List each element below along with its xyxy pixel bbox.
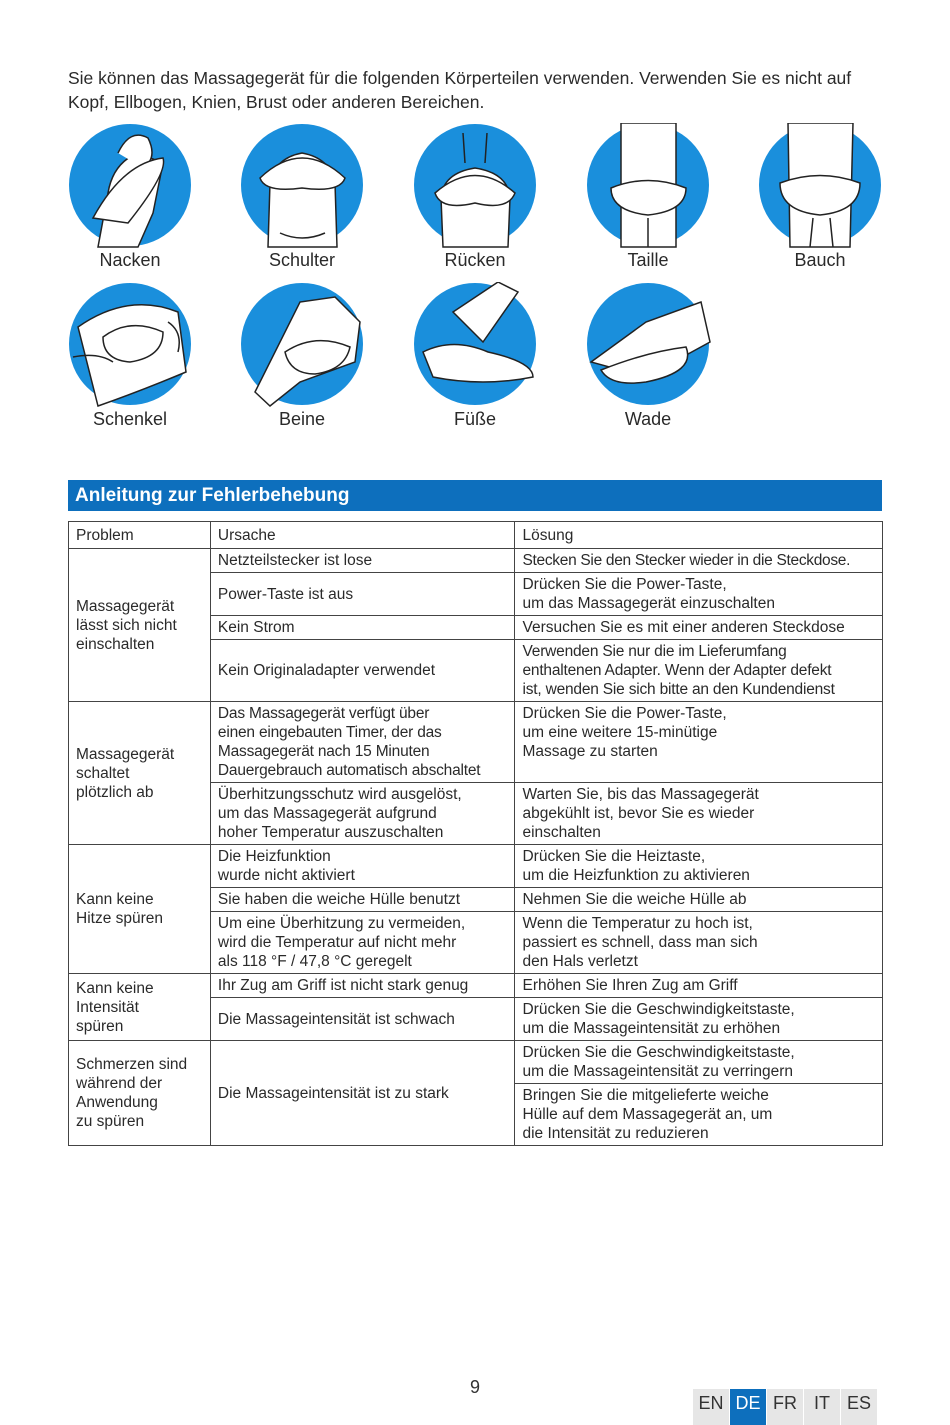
solution-cell: Verwenden Sie nur die im Lieferumfang enthaltenen Adapter. Wenn der Adapter defekt ist, wenden Sie sich bitte an den Kundendienst bbox=[515, 640, 883, 702]
cause-cell: Das Massagegerät verfügt über einen eingebauten Timer, der das Massagegerät nach 15 Minuten Dauergebrauch automatisch abschaltet bbox=[210, 702, 515, 783]
body-part-label: Rücken bbox=[444, 250, 506, 270]
solution-cell: Versuchen Sie es mit einer anderen Steckdose bbox=[515, 616, 883, 640]
cause-cell: Überhitzungsschutz wird ausgelöst, um das Massagegerät aufgrund hoher Temperatur auszuschalten bbox=[210, 783, 515, 845]
body-part-label: Wade bbox=[624, 409, 672, 429]
body-part-label: Füße bbox=[453, 409, 496, 429]
problem-cell: Kann keine Hitze spüren bbox=[69, 845, 211, 974]
solution-cell: Drücken Sie die Heiztaste, um die Heizfunktion zu aktivieren bbox=[515, 845, 883, 888]
body-part-shoulder bbox=[227, 123, 377, 271]
language-tab-de[interactable]: DE bbox=[730, 1389, 766, 1425]
body-part-thigh bbox=[55, 282, 205, 430]
solution-cell: Drücken Sie die Geschwindigkeitstaste, um die Massageintensität zu verringern bbox=[515, 1041, 883, 1084]
problem-cell: Schmerzen sind während der Anwendung zu spüren bbox=[69, 1041, 211, 1146]
body-part-waist bbox=[573, 123, 723, 271]
cause-cell: Ihr Zug am Griff ist nicht stark genug bbox=[210, 974, 515, 998]
solution-cell: Bringen Sie die mitgelieferte weiche Hülle auf dem Massagegerät an, um die Intensität zu reduzieren bbox=[515, 1084, 883, 1146]
table-row bbox=[69, 702, 883, 783]
body-part-label: Taille bbox=[627, 250, 669, 270]
thigh-usage-icon bbox=[68, 282, 193, 407]
solution-cell: Drücken Sie die Geschwindigkeitstaste, um die Massageintensität zu erhöhen bbox=[515, 998, 883, 1041]
neck-usage-icon bbox=[68, 123, 193, 248]
solution-cell: Drücken Sie die Power-Taste, um eine weitere 15-minütige Massage zu starten bbox=[515, 702, 883, 783]
table-row bbox=[69, 974, 883, 998]
shoulder-usage-icon bbox=[240, 123, 365, 248]
body-part-label: Schenkel bbox=[92, 409, 168, 429]
body-part-calf bbox=[573, 282, 723, 430]
header-solution: Lösung bbox=[515, 522, 883, 549]
body-part-label: Schulter bbox=[268, 250, 336, 270]
back-usage-icon bbox=[413, 123, 538, 248]
language-tab-it[interactable]: IT bbox=[804, 1389, 840, 1425]
solution-cell: Wenn die Temperatur zu hoch ist, passiert es schnell, dass man sich den Hals verletzt bbox=[515, 912, 883, 974]
calf-usage-icon bbox=[586, 282, 711, 407]
legs-usage-icon bbox=[240, 282, 365, 407]
intro-text: Sie können das Massagegerät für die folgenden Körperteilen verwenden. Verwenden Sie es nicht auf Kopf, Ellbogen, Knien, Brust oder anderen Bereichen. bbox=[68, 68, 852, 112]
body-part-label: Bauch bbox=[794, 250, 846, 270]
cause-cell: Die Heizfunktion wurde nicht aktiviert bbox=[210, 845, 515, 888]
cause-cell: Um eine Überhitzung zu vermeiden, wird die Temperatur auf nicht mehr als 118 °F / 47,8 °C geregelt bbox=[210, 912, 515, 974]
cause-cell: Die Massageintensität ist schwach bbox=[210, 998, 515, 1041]
section-title: Anleitung zur Fehlerbehebung bbox=[68, 480, 882, 511]
solution-cell: Erhöhen Sie Ihren Zug am Griff bbox=[515, 974, 883, 998]
table-row bbox=[69, 845, 883, 888]
page-number: 9 bbox=[469, 1377, 480, 1397]
cause-cell: Netzteilstecker ist lose bbox=[210, 549, 515, 573]
body-part-neck bbox=[55, 123, 205, 271]
cause-cell: Die Massageintensität ist zu stark bbox=[210, 1041, 515, 1146]
header-problem: Problem bbox=[69, 522, 211, 549]
problem-cell: Massagegerät lässt sich nicht einschalten bbox=[69, 549, 211, 702]
cause-cell: Power-Taste ist aus bbox=[210, 573, 515, 616]
body-part-feet bbox=[400, 282, 550, 430]
body-part-belly bbox=[745, 123, 895, 271]
language-tab-en[interactable]: EN bbox=[693, 1389, 729, 1425]
belly-usage-icon bbox=[758, 123, 883, 248]
troubleshooting-table bbox=[68, 521, 883, 1146]
body-part-label: Beine bbox=[278, 409, 326, 429]
problem-cell: Massagegerät schaltet plötzlich ab bbox=[69, 702, 211, 845]
solution-cell: Warten Sie, bis das Massagegerät abgekühlt ist, bevor Sie es wieder einschalten bbox=[515, 783, 883, 845]
solution-cell: Stecken Sie den Stecker wieder in die Steckdose. bbox=[515, 549, 883, 573]
language-tab-fr[interactable]: FR bbox=[767, 1389, 803, 1425]
header-cause: Ursache bbox=[210, 522, 515, 549]
table-row bbox=[69, 549, 883, 573]
cause-cell: Kein Originaladapter verwendet bbox=[210, 640, 515, 702]
table-row bbox=[69, 1041, 883, 1084]
body-part-legs bbox=[227, 282, 377, 430]
cause-cell: Sie haben die weiche Hülle benutzt bbox=[210, 888, 515, 912]
solution-cell: Drücken Sie die Power-Taste, um das Massagegerät einzuschalten bbox=[515, 573, 883, 616]
problem-cell: Kann keine Intensität spüren bbox=[69, 974, 211, 1041]
waist-usage-icon bbox=[586, 123, 711, 248]
language-tab-es[interactable]: ES bbox=[841, 1389, 877, 1425]
cause-cell: Kein Strom bbox=[210, 616, 515, 640]
table-header-row bbox=[69, 522, 883, 549]
feet-usage-icon bbox=[413, 282, 538, 407]
language-selector bbox=[693, 1389, 878, 1425]
body-part-label: Nacken bbox=[99, 250, 161, 270]
solution-cell: Nehmen Sie die weiche Hülle ab bbox=[515, 888, 883, 912]
body-part-back bbox=[400, 123, 550, 271]
